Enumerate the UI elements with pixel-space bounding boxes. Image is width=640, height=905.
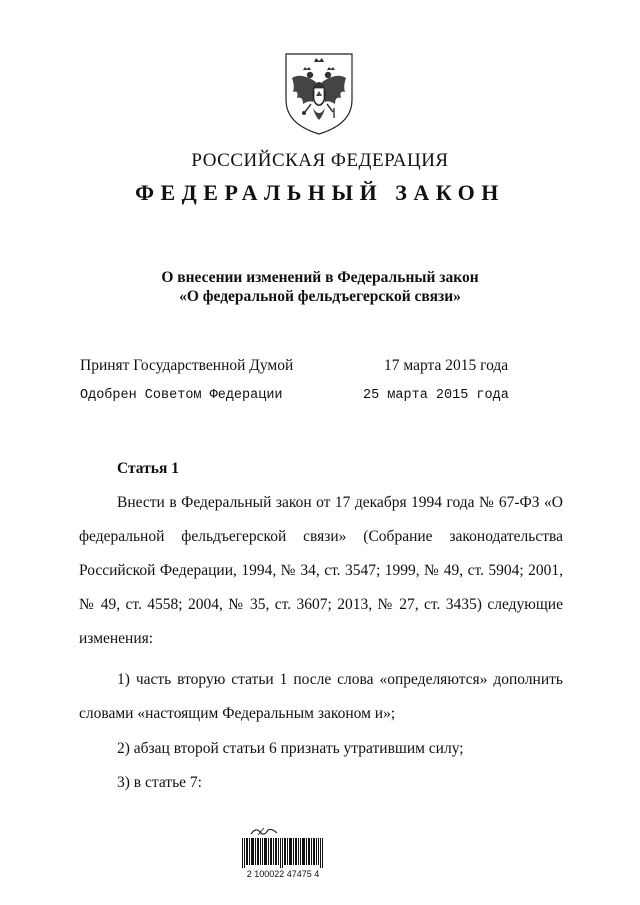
article-item-3: 3) в статье 7: bbox=[117, 774, 202, 791]
council-label: Одобрен Советом Федерации bbox=[80, 388, 283, 403]
duma-label: Принят Государственной Думой bbox=[80, 357, 294, 374]
law-title-line-2: «О федеральной фельдъегерской связи» bbox=[179, 288, 461, 305]
signature-mark-icon bbox=[250, 826, 278, 836]
law-title bbox=[0, 268, 640, 306]
document-type: ФЕДЕРАЛЬНЫЙ ЗАКОН bbox=[135, 180, 505, 205]
article-item-1: 1) часть вторую статьи 1 после слова «определяются» дополнить словами «настоящим Федеральным законом и»; bbox=[79, 671, 563, 722]
article-intro-paragraph: Внести в Федеральный закон от 17 декабря 1994 года № 67-ФЗ «О федеральной фельдъегерской связи» (Собрание законодательства Российской Федерации, 1994, № 34, ст. 3547; 1999, № 49, ст. 5904; 2001, № 49, ст. 4558; 2004, № 35, ст. 3607; 2013, № 27, ст. 3435) следующие изменения: bbox=[79, 494, 563, 647]
article-title: Статья 1 bbox=[117, 460, 179, 477]
country-name: РОССИЙСКАЯ ФЕДЕРАЦИЯ bbox=[191, 150, 449, 171]
article-item-2: 2) абзац второй статьи 6 признать утратившим силу; bbox=[117, 740, 464, 757]
barcode bbox=[236, 826, 330, 881]
barcode-icon bbox=[242, 838, 324, 868]
duma-date: 17 марта 2015 года bbox=[384, 357, 509, 374]
law-title-line-1: О внесении изменений в Федеральный закон bbox=[161, 269, 479, 286]
barcode-number: 2 100022 47475 4 bbox=[246, 869, 320, 879]
coat-of-arms-icon bbox=[283, 52, 355, 136]
council-date: 25 марта 2015 года bbox=[363, 388, 509, 403]
